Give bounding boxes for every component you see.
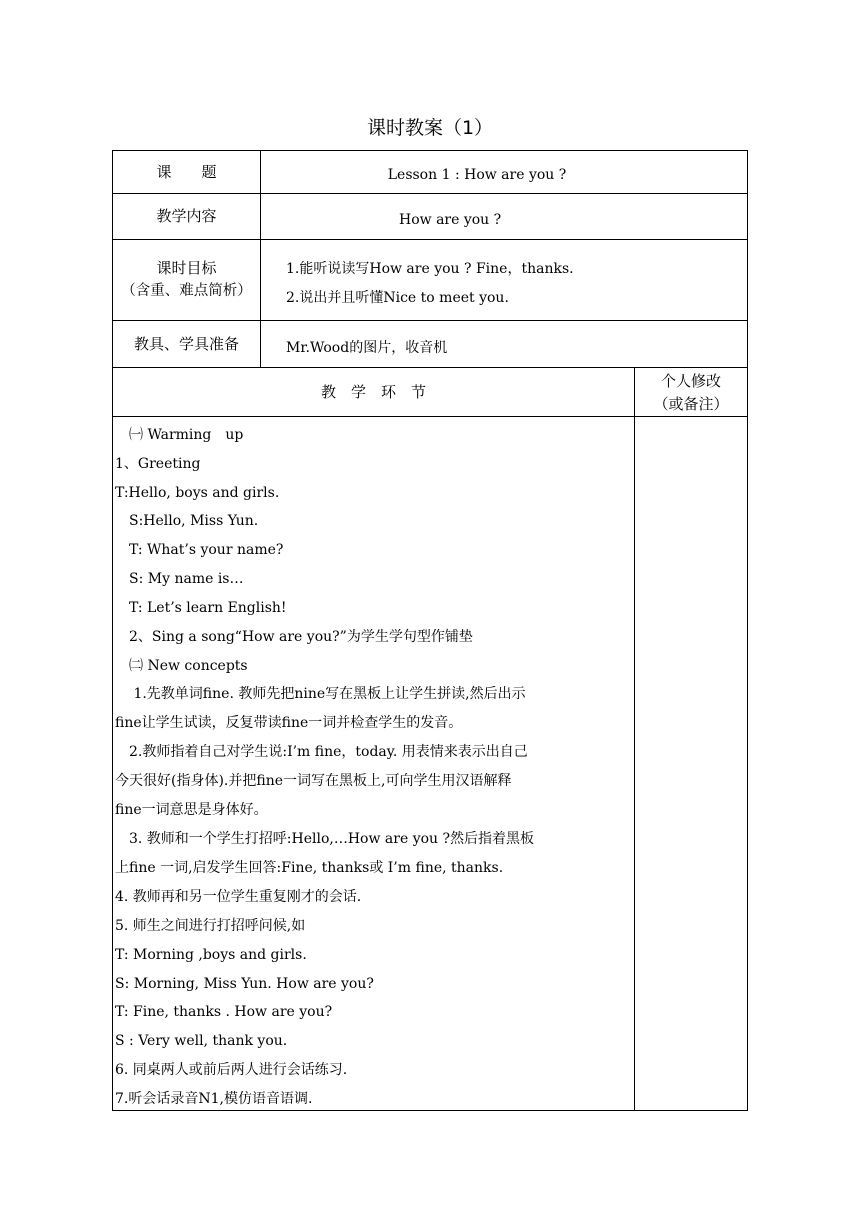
body-line: 今天很好(指身体).并把fine一词写在黑板上,可向学生用汉语解释 (115, 773, 512, 789)
body-line: S:Hello, Miss Yun. (115, 513, 259, 529)
body-line: T: Fine, thanks . How are you? (115, 1004, 333, 1020)
body-line: 6. 同桌两人或前后两人进行会话练习. (115, 1062, 348, 1078)
tools-value: Mr.Wood的图片，收音机 (286, 340, 448, 356)
body-line: 4. 教师再和另一位学生重复刚才的会话. (115, 889, 362, 905)
body-line: T: Let’s learn English! (115, 600, 287, 616)
body-line: T:Hello, boys and girls. (115, 485, 280, 501)
body-line: 7.听会话录音N1,模仿语音语调. (115, 1091, 313, 1107)
row-divider (112, 193, 748, 194)
body-line: ㈡ New concepts (115, 658, 248, 674)
body-line: T: What’s your name? (115, 542, 284, 558)
body-line: S: Morning, Miss Yun. How are you? (115, 976, 374, 992)
body-line: 2、Sing a song“How are you?”为学生学句型作铺垫 (115, 629, 473, 645)
page-title: 课时教案（1） (366, 117, 494, 139)
notes-header-line1: 个人修改 (660, 372, 721, 390)
body-line: S: My name is… (115, 571, 244, 587)
goals-label-line2: （含重、难点简析） (121, 283, 252, 299)
body-line: T: Morning ,boys and girls. (115, 947, 307, 963)
body-line: ㈠ Warming up (115, 427, 244, 443)
body-line: 1、Greeting (115, 456, 201, 472)
goals-line-2: 2.说出并且听懂Nice to meet you. (286, 290, 509, 306)
row-divider (112, 239, 748, 240)
body-line: 2.教师指着自己对学生说:I’m fine，today. 用表情来表示出自己 (115, 744, 528, 760)
body-line: 3. 教师和一个学生打招呼:Hello,…How are you ?然后指着黑板 (115, 831, 535, 847)
teaching-steps-header: 教 学 环 节 (320, 383, 426, 401)
content-label: 教学内容 (156, 207, 217, 225)
row-divider (112, 416, 748, 417)
notes-header-line2: （或备注） (653, 395, 729, 413)
table-border-bottom (112, 1110, 748, 1111)
body-line: 1.先教单词fine. 教师先把nine写在黑板上让学生拼读,然后出示 (115, 686, 526, 702)
topic-label: 课 题 (156, 163, 217, 181)
notes-column-divider (634, 367, 635, 1111)
table-border-right (747, 150, 748, 1111)
table-border-top (112, 150, 748, 151)
body-line: 上fine 一词,启发学生回答:Fine, thanks或 I’m fine, thanks. (115, 860, 504, 876)
content-value: How are you ? (399, 212, 502, 228)
row-divider (112, 320, 748, 321)
body-line: fine让学生试读，反复带读fine一词并检查学生的发音。 (115, 715, 463, 731)
goals-label-line1: 课时目标 (156, 259, 217, 277)
tools-label: 教具、学具准备 (133, 335, 239, 353)
body-line: S : Very well, thank you. (115, 1033, 288, 1049)
body-line: 5. 师生之间进行打招呼问候,如 (115, 918, 306, 934)
body-line: fine一词意思是身体好。 (115, 802, 268, 818)
goals-line-1: 1.能听说读写How are you ? Fine，thanks. (286, 261, 574, 277)
topic-value: Lesson 1 : How are you ? (387, 167, 567, 183)
row-divider (112, 367, 748, 368)
